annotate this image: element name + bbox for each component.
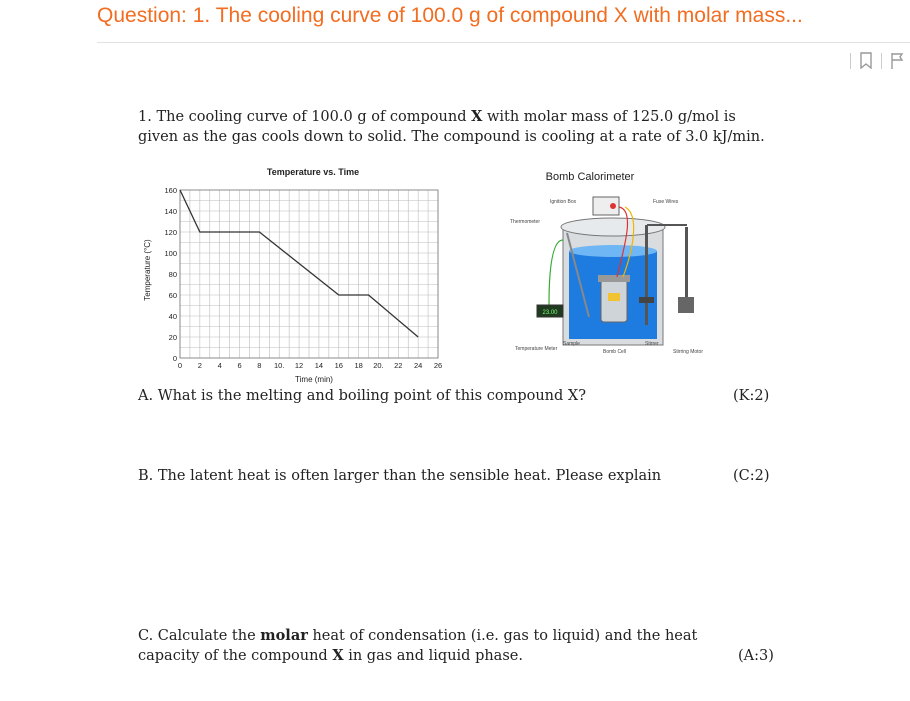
intro-text: with molar mass of 125.0 g/mol is [482,109,736,125]
label-sample: Sample [563,341,580,347]
question-toolbar [850,52,904,69]
y-tick-label: 80 [168,270,177,279]
x-tick-label: 14 [314,361,324,370]
x-axis-label: Time (min) [295,375,333,384]
bookmark-icon[interactable] [859,52,873,69]
toolbar-separator [850,53,851,69]
y-tick-label: 60 [168,291,177,300]
cooling-curve-svg [138,160,468,390]
water-surface [569,245,657,257]
calorimeter-svg [505,165,735,385]
question-c-text: in gas and liquid phase. [343,648,523,664]
y-tick-label: 100 [164,249,177,258]
compound-symbol: X [471,108,483,125]
x-tick-label: 16 [334,361,343,370]
question-label: Question: [97,4,187,27]
ignition-knob [610,203,616,209]
y-axis-label: Temperature (°C) [143,239,152,301]
calorimeter-title: Bomb Calorimeter [545,171,635,183]
header-divider [97,42,910,43]
stirring-motor [678,297,694,313]
x-tick-label: 10. [274,361,285,370]
intro-text: 1. The cooling curve of 100.0 g of compound [138,109,472,125]
x-tick-label: 24 [413,361,423,370]
label-thermometer: Thermometer [510,219,541,225]
label-bomb-cell: Bomb Cell [603,349,627,355]
question-header [97,4,803,28]
x-tick-label: 0 [177,361,183,370]
y-tick-label: 120 [164,228,177,237]
thermometer-wire [549,240,563,305]
x-tick-label: 22 [394,361,403,370]
chart-title: Temperature vs. Time [266,167,360,177]
x-tick-label: 4 [217,361,222,370]
bomb-cap [598,275,630,282]
label-stirring-motor: Stirring Motor [673,349,704,355]
question-c-line-2 [138,646,523,666]
x-tick-label: 12 [294,361,304,370]
question-c-line-1 [138,626,697,646]
meter-display: 23.00 [542,310,558,316]
bomb-calorimeter-diagram [505,165,735,385]
y-tick-label: 0 [172,354,177,363]
question-c-text: C. Calculate the [138,628,261,644]
stirrer-blade [639,297,654,303]
question-b-mark: (C:2) [733,468,770,484]
intro-line-2: given as the gas cools down to solid. The compound is cooling at a rate of 3.0 kJ/min. [138,129,765,145]
question-b-text: B. The latent heat is often larger than the sensible heat. Please explain [138,468,662,484]
y-tick-label: 140 [164,207,177,216]
question-a-mark: (K:2) [733,388,770,404]
question-a-text: A. What is the melting and boiling point of this compound X? [138,388,587,404]
jacket-top [561,218,665,236]
x-tick-label: 2 [197,361,202,370]
label-stirrer: Stirrer [645,341,659,347]
sample-cup [608,293,620,301]
x-tick-label: 8 [257,361,262,370]
toolbar-separator [881,53,882,69]
question-c-bold: molar [260,627,308,644]
y-tick-label: 40 [168,312,177,321]
y-tick-label: 160 [164,186,177,195]
flag-icon[interactable] [890,52,904,69]
x-tick-label: 26 [433,361,443,370]
compound-symbol: X [332,647,344,664]
x-tick-label: 18 [354,361,363,370]
question-c-text: heat of condensation (i.e. gas to liquid) and the heat [307,628,698,644]
stirrer-shaft [645,225,648,325]
label-ignition-box: Ignition Box [550,199,577,205]
label-fuse-wires: Fuse Wires [653,199,679,205]
intro-line-1 [138,107,736,127]
motor-stand [685,227,688,305]
x-tick-label: 6 [237,361,242,370]
question-c-mark: (A:3) [738,648,774,664]
question-title: 1. The cooling curve of 100.0 g of compound X with molar mass... [192,4,803,27]
y-tick-label: 20 [168,333,177,342]
label-temperature-meter: Temperature Meter [515,346,558,352]
cooling-curve-chart [138,160,468,390]
question-c-text: capacity of the compound [138,648,333,664]
x-tick-label: 20. [373,361,384,370]
